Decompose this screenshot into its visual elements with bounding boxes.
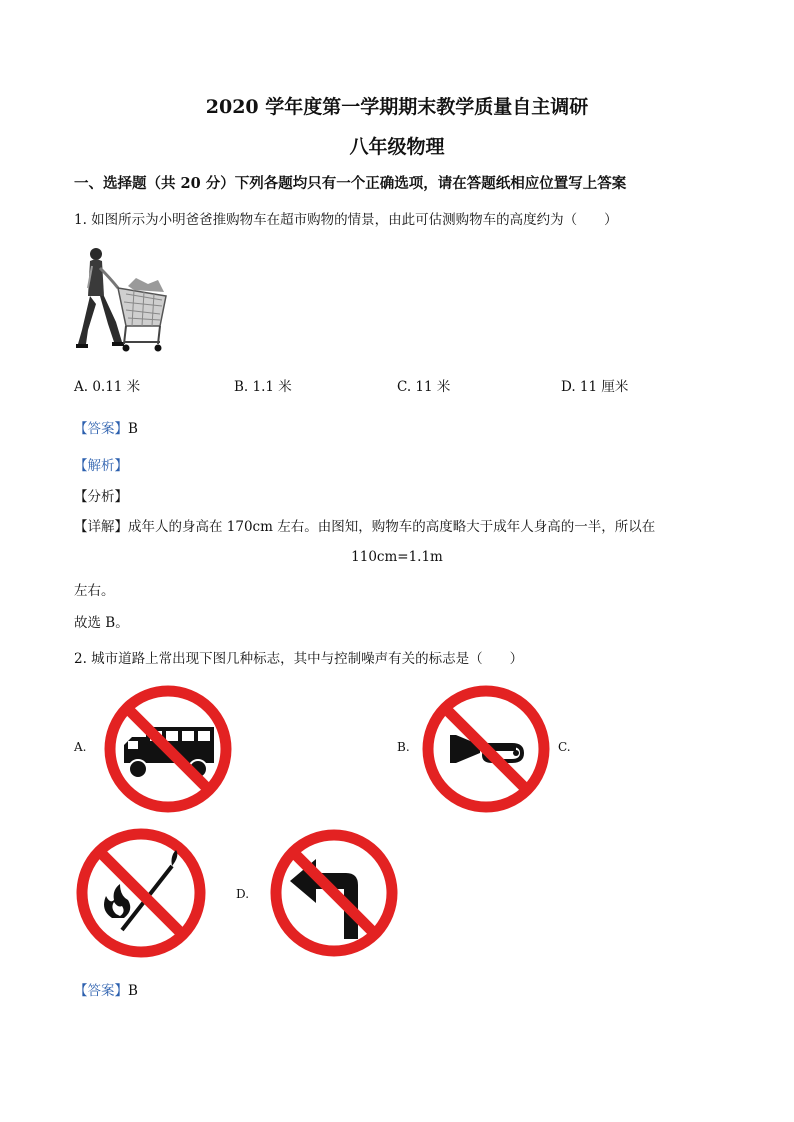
answer-value-2: B [128, 983, 138, 999]
no-trucks-sign-icon [102, 683, 234, 815]
question-2-stem: 2. 城市道路上常出现下图几种标志，其中与控制噪声有关的标志是（ ） [74, 651, 524, 667]
option-c: C. 11 米 [397, 379, 451, 395]
detail-line [74, 515, 655, 535]
option-b: B. 1.1 米 [234, 379, 292, 395]
conclusion: 故选 B。 [74, 615, 129, 631]
answer-tag: 【答案】 [74, 421, 128, 437]
page-subtitle: 八年级物理 [349, 136, 445, 158]
answer-value: B [128, 421, 138, 437]
detail-tag: 【详解】 [74, 519, 128, 535]
option-d: D. 11 厘米 [561, 379, 629, 395]
formula: 110cm=1.1m [351, 549, 443, 565]
label-b: B. [397, 740, 410, 754]
detail-text: 成年人的身高在 170cm 左右。由图知，购物车的高度略大于成年人身高的一半，所以在 [128, 519, 656, 535]
analysis-tag: 【解析】 [74, 458, 128, 474]
no-left-turn-sign-icon [268, 827, 400, 959]
section-heading: 一、选择题（共 20 分）下列各题均只有一个正确选项，请在答题纸相应位置写上答案 [74, 175, 627, 192]
page-title: 2020 学年度第一学期期末教学质量自主调研 [205, 96, 589, 118]
question-1-stem: 1. 如图所示为小明爸爸推购物车在超市购物的情景，由此可估测购物车的高度约为（ ） [74, 212, 618, 228]
label-d: D. [236, 887, 250, 901]
answer-line-1 [74, 417, 138, 437]
detail-tail: 左右。 [74, 583, 115, 599]
label-c: C. [558, 740, 571, 754]
no-honking-sign-icon [420, 683, 552, 815]
answer-tag-2: 【答案】 [74, 983, 128, 999]
no-fire-sign-icon [74, 826, 208, 960]
fenxi-tag: 【分析】 [74, 489, 128, 505]
shopping-cart-photo [74, 244, 170, 354]
answer-line-2 [74, 979, 138, 999]
label-a: A. [74, 740, 87, 754]
option-a: A. 0.11 米 [74, 379, 141, 395]
